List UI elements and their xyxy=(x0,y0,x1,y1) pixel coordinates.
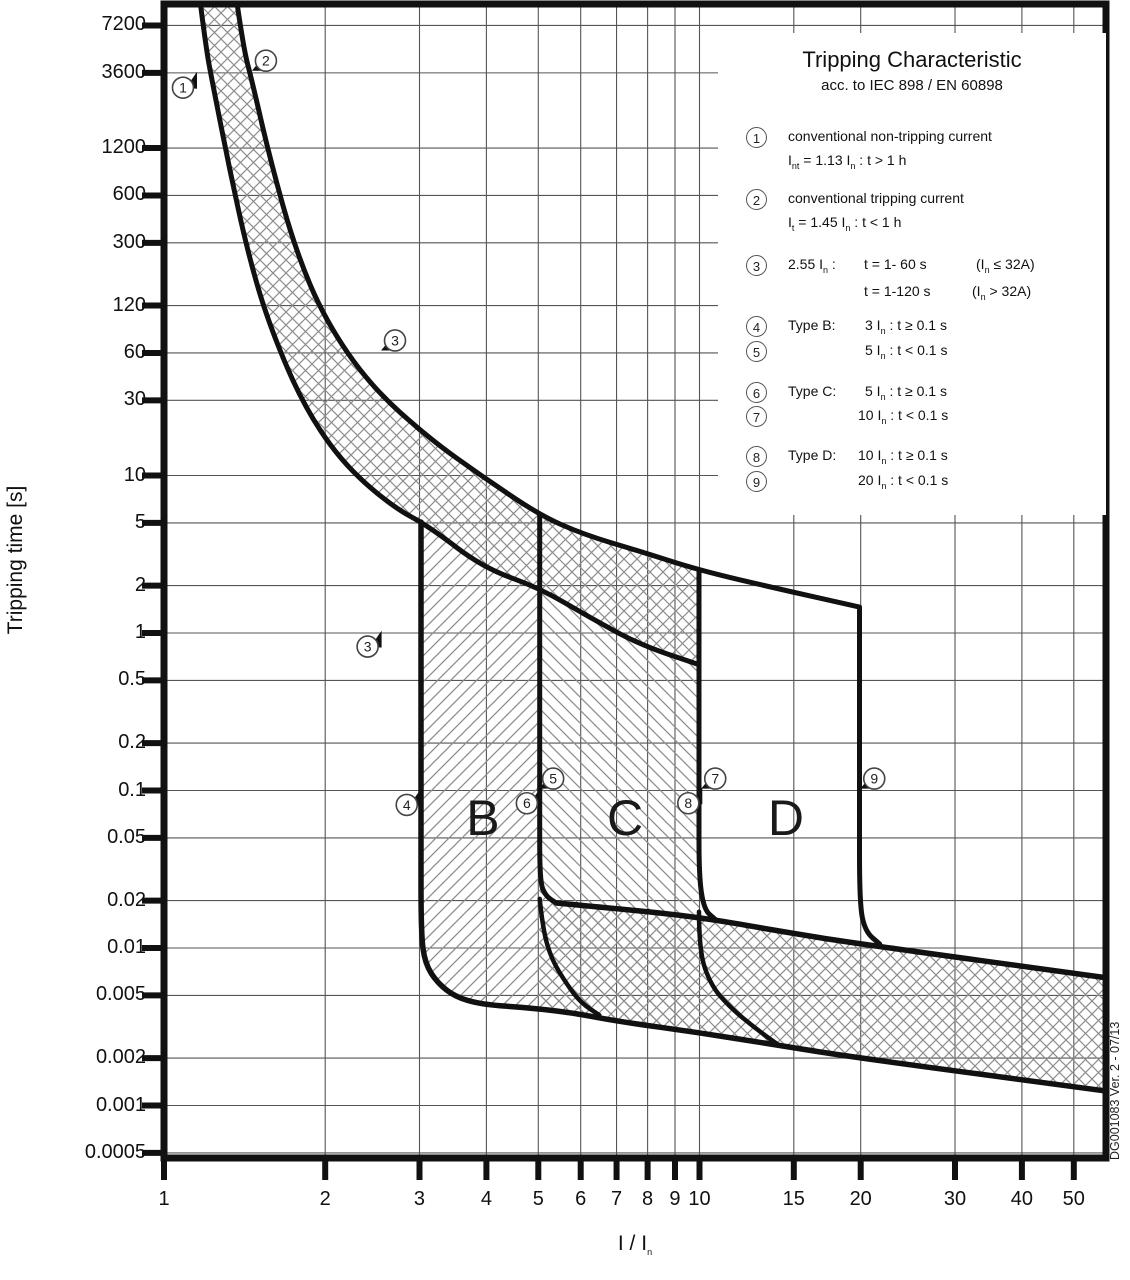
y-tick-label: 10 xyxy=(123,463,146,486)
x-tick-label: 9 xyxy=(669,1188,681,1210)
legend-item-text: 2.55 $I_n$ : xyxy=(788,256,836,275)
y-tick-label: 0.001 xyxy=(95,1093,146,1116)
legend-item-text: t = 1-120 s xyxy=(864,283,931,299)
x-tick-label: 5 xyxy=(532,1188,544,1210)
legend-item-text: 10 $I_n$ : t ≥ 0.1 s xyxy=(858,447,948,466)
y-tick-label: 3600 xyxy=(101,60,146,83)
marker-number: 3 xyxy=(363,638,372,655)
legend-item-text: 5 $I_n$ : t ≥ 0.1 s xyxy=(865,383,947,402)
legend-marker-circle-7: 7 xyxy=(746,406,767,427)
x-tick-label: 7 xyxy=(610,1188,623,1210)
x-tick-label: 1 xyxy=(158,1188,170,1210)
legend-item-text: 10 $I_n$ : t < 0.1 s xyxy=(858,407,949,426)
y-tick-label: 600 xyxy=(112,183,146,206)
legend-marker-circle-6: 6 xyxy=(746,382,767,403)
y-tick-label: 60 xyxy=(123,340,146,363)
legend-marker-circle-2: 2 xyxy=(746,189,767,210)
marker-number: 6 xyxy=(522,795,531,812)
legend-subtitle: acc. to IEC 898 / EN 60898 xyxy=(821,77,1003,94)
legend-item-text: Type B: xyxy=(788,317,836,333)
legend-item-text: Type C: xyxy=(788,383,837,399)
marker-number: 2 xyxy=(262,52,270,69)
legend-marker-circle-3: 3 xyxy=(746,255,767,276)
legend-marker-circle-5: 5 xyxy=(746,341,767,362)
legend-title: Tripping Characteristic xyxy=(802,47,1022,72)
x-tick-label: 10 xyxy=(688,1188,711,1210)
legend-item-text: 3 $I_n$ : t ≥ 0.1 s xyxy=(865,317,947,336)
x-axis-title: I / $I_n$ xyxy=(617,1232,653,1258)
y-tick-label: 120 xyxy=(112,293,146,316)
marker-number: 1 xyxy=(179,79,187,96)
marker-number: 4 xyxy=(402,796,411,813)
y-tick-label: 5 xyxy=(134,510,146,533)
x-tick-label: 3 xyxy=(413,1188,426,1210)
legend-item-text: conventional tripping current xyxy=(788,190,964,206)
y-tick-label: 0.02 xyxy=(107,888,146,911)
y-tick-label: 0.002 xyxy=(95,1046,146,1069)
y-tick-label: 0.1 xyxy=(118,778,146,801)
y-tick-label: 0.0005 xyxy=(84,1140,146,1163)
legend-item-text: $I_{nt} = 1.13$ $I_n$ : t > 1 h xyxy=(788,152,907,171)
x-tick-label: 6 xyxy=(575,1188,587,1210)
legend-item-text: Type D: xyxy=(788,447,837,463)
x-tick-label: 50 xyxy=(1062,1188,1085,1210)
y-tick-label: 7200 xyxy=(101,13,146,36)
x-tick-label: 20 xyxy=(849,1188,872,1210)
legend xyxy=(718,33,1106,515)
legend-item-text: 5 $I_n$ : t < 0.1 s xyxy=(865,342,948,361)
legend-marker-circle-1: 1 xyxy=(746,127,767,148)
x-tick-label: 15 xyxy=(782,1188,805,1210)
legend-item-text: $I_t = 1.45$ $I_n$ : t < 1 h xyxy=(788,214,902,233)
legend-item-text: $(I_n \le 32A)$ xyxy=(976,256,1035,275)
y-tick-label: 0.5 xyxy=(118,668,146,691)
y-tick-label: 1 xyxy=(134,621,146,643)
y-tick-label: 0.005 xyxy=(95,983,146,1006)
x-tick-label: 30 xyxy=(943,1188,967,1210)
legend-item-text: conventional non-tripping current xyxy=(788,128,992,144)
legend-marker-circle-8: 8 xyxy=(746,446,767,467)
y-tick-label: 0.2 xyxy=(118,731,146,754)
y-tick-label: 300 xyxy=(112,230,146,253)
legend-marker-circle-9: 9 xyxy=(746,471,767,492)
marker-number: 7 xyxy=(711,770,720,787)
x-tick-label: 2 xyxy=(319,1188,331,1210)
y-tick-label: 0.05 xyxy=(107,825,146,848)
x-tick-label: 40 xyxy=(1010,1188,1034,1210)
x-tick-label: 8 xyxy=(642,1188,654,1210)
y-axis-title: Tripping time [s] xyxy=(4,485,27,635)
document-version-text: DG001083 Ver. 2 - 07/13 xyxy=(1108,1021,1122,1160)
y-tick-label: 30 xyxy=(123,388,146,411)
y-tick-label: 0.01 xyxy=(107,936,146,958)
legend-marker-circle-4: 4 xyxy=(746,316,767,337)
zone-letter-C: C xyxy=(606,789,644,846)
region-zone-b-band xyxy=(421,522,540,1009)
marker-number: 8 xyxy=(684,795,693,812)
curve-type-c-upper-10In xyxy=(699,570,715,919)
legend-item-text: $(I_n > 32A)$ xyxy=(972,283,1032,302)
marker-number: 3 xyxy=(391,332,399,349)
zone-letter-D: D xyxy=(767,789,804,846)
x-tick-label: 4 xyxy=(480,1188,492,1210)
legend-item-text: t = 1- 60 s xyxy=(864,256,927,272)
marker-number: 5 xyxy=(549,770,558,787)
legend-item-text: 20 $I_n$ : t < 0.1 s xyxy=(858,472,949,491)
y-tick-label: 2 xyxy=(134,573,146,596)
marker-number: 9 xyxy=(870,770,879,787)
zone-letter-B: B xyxy=(466,789,500,846)
y-tick-label: 1200 xyxy=(101,136,146,159)
